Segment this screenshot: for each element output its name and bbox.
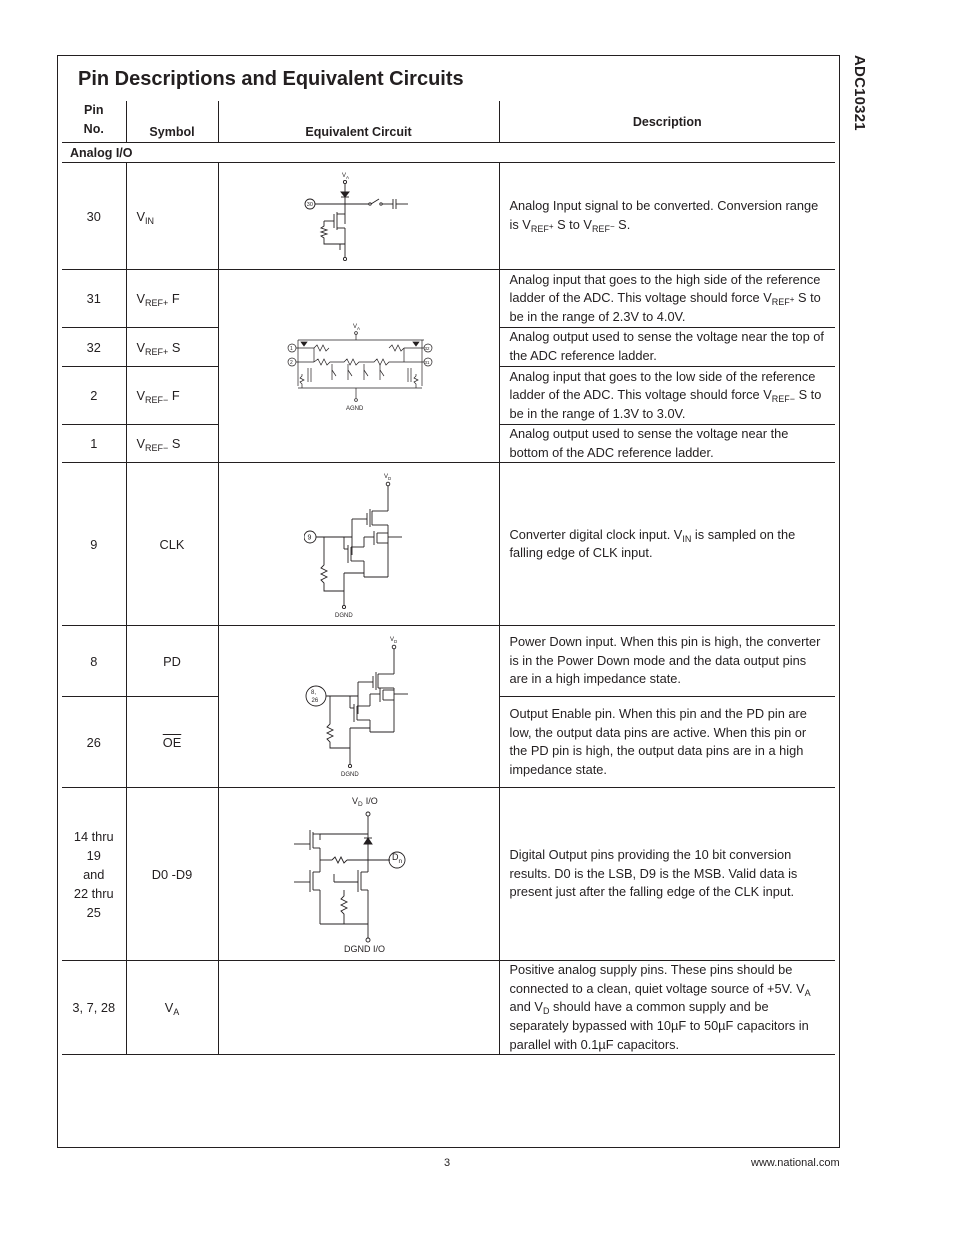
- pin-description: Output Enable pin. When this pin and the PD pin are low, the output data pins are active. When this pin or the PD pin is high, the output data pins are in a high impedance state.: [499, 697, 835, 788]
- svg-text:1: 1: [289, 346, 293, 353]
- content-frame: [57, 55, 840, 1148]
- vin-supply-label: $V_A$: [341, 173, 349, 180]
- svg-text:AGND: AGND: [345, 406, 363, 413]
- ref-supply-label: $V_A$: [352, 324, 360, 332]
- pin-number: 2: [62, 367, 126, 425]
- table-row: [62, 463, 835, 626]
- svg-text:2: 2: [289, 360, 293, 367]
- clk-equivalent-circuit: [218, 463, 499, 626]
- vin-equivalent-circuit: [218, 163, 499, 270]
- svg-text:DGND I/O: DGND I/O: [343, 944, 385, 955]
- pin-description: Positive analog supply pins. These pins should be connected to a clean, quiet voltage source of +5V. $V_A$ and $V_D$ should have a common supply and be separately bypassed with 10µF to 50µF capacitors in parallel with 0.1µF capacitors.: [499, 961, 835, 1055]
- pin-symbol: $V_{IN}$: [126, 163, 218, 270]
- pin-symbol: $V_{REF+}$ F: [126, 270, 218, 328]
- page-title: Pin Descriptions and Equivalent Circuits: [78, 68, 464, 90]
- col-symbol-header: Symbol: [126, 101, 218, 143]
- svg-text:DGND: DGND: [334, 613, 353, 620]
- svg-text:8,: 8,: [310, 689, 316, 696]
- pin-number: 30: [62, 163, 126, 270]
- empty-circuit-cell: [218, 961, 499, 1055]
- svg-text:26: 26: [311, 697, 318, 704]
- pin-symbol: PD: [126, 626, 218, 697]
- page-number: 3: [444, 1157, 451, 1169]
- document-side-title: ADC10321: [851, 55, 868, 131]
- pin-number: 3, 7, 28: [62, 961, 126, 1055]
- col-description-header: Description: [499, 101, 835, 143]
- pin-description: Analog input that goes to the high side of the reference ladder of the ADC. This voltage should force $V_{REF^+}$ S to be in the range of 2.3V to 4.0V.: [499, 270, 835, 328]
- svg-text:VDI/O: $V_D$ I/O: [351, 796, 378, 809]
- pd-oe-equivalent-circuit: [218, 626, 499, 788]
- pin-description: Analog output used to sense the voltage near the bottom of the ADC reference ladder.: [499, 425, 835, 463]
- reference-circuit-diagram: [284, 316, 434, 416]
- clk-circuit-diagram: [304, 469, 414, 619]
- svg-text:VD: $V_D$: [383, 474, 391, 482]
- pin-symbol: D0 -D9: [126, 788, 218, 961]
- pin-description: Power Down input. When this pin is high, the converter is in the Power Down mode and the data output pins are in a high impedance state.: [499, 626, 835, 697]
- svg-text:9: 9: [307, 534, 311, 542]
- pin-symbol: $V_{REF-}$ F: [126, 367, 218, 425]
- col-pin-line1: Pin: [84, 103, 104, 117]
- svg-text:31: 31: [424, 360, 430, 366]
- dout-circuit-diagram: [294, 794, 424, 954]
- pin-symbol: $V_A$: [126, 961, 218, 1055]
- pin-symbol: $V_{REF-}$ S: [126, 425, 218, 463]
- pin-number: 26: [62, 697, 126, 788]
- pin-number: 31: [62, 270, 126, 328]
- table-row: [62, 788, 835, 961]
- pin-description: Converter digital clock input. $V_{IN}$ is sampled on the falling edge of CLK input.: [499, 463, 835, 626]
- pin-symbol: $V_{REF+}$ S: [126, 328, 218, 367]
- footer-url: www.national.com: [751, 1157, 840, 1169]
- table-row: [62, 270, 835, 328]
- pin-number: 32: [62, 328, 126, 367]
- table-row: [62, 163, 835, 270]
- pin-number: 14 thru 19 and 22 thru 25: [62, 788, 126, 961]
- pin-description: Digital Output pins providing the 10 bit conversion results. D0 is the LSB, D9 is the MSB. Valid data is present just after the falling edge of the CLK input.: [499, 788, 835, 961]
- section-row: [62, 143, 835, 163]
- table-row: [62, 961, 835, 1055]
- pd-oe-circuit-diagram: [304, 632, 414, 782]
- svg-text:32: 32: [424, 346, 430, 352]
- pin-number: 8: [62, 626, 126, 697]
- section-label: Analog I/O: [62, 143, 835, 163]
- table-header-row: [62, 101, 835, 143]
- pin-description: Analog Input signal to be converted. Conversion range is $V_{REF^+}$ S to $V_{REF^-}$ S.: [499, 163, 835, 270]
- pin-description: Analog output used to sense the voltage near the top of the ADC reference ladder.: [499, 328, 835, 367]
- svg-text:30: 30: [306, 202, 313, 208]
- pin-symbol: CLK: [126, 463, 218, 626]
- pin-number: 1: [62, 425, 126, 463]
- pin-symbol: OE: [126, 697, 218, 788]
- svg-text:Dn: $D_n$: [391, 852, 402, 866]
- pin-table: [62, 101, 835, 1055]
- reference-ladder-equivalent-circuit: [218, 270, 499, 463]
- svg-text:VD: $V_D$: [389, 636, 397, 644]
- col-pin-line2: No.: [83, 122, 104, 136]
- data-output-equivalent-circuit: [218, 788, 499, 961]
- col-pin-header: [62, 101, 126, 143]
- svg-text:DGND: DGND: [340, 771, 359, 778]
- table-row: [62, 626, 835, 697]
- col-circuit-header: Equivalent Circuit: [218, 101, 499, 143]
- vin-circuit-diagram: [304, 168, 414, 264]
- pin-description: Analog input that goes to the low side of the reference ladder of the ADC. This voltage should force $V_{REF-}$ S to be in the range of 1.3V to 3.0V.: [499, 367, 835, 425]
- pin-number: 9: [62, 463, 126, 626]
